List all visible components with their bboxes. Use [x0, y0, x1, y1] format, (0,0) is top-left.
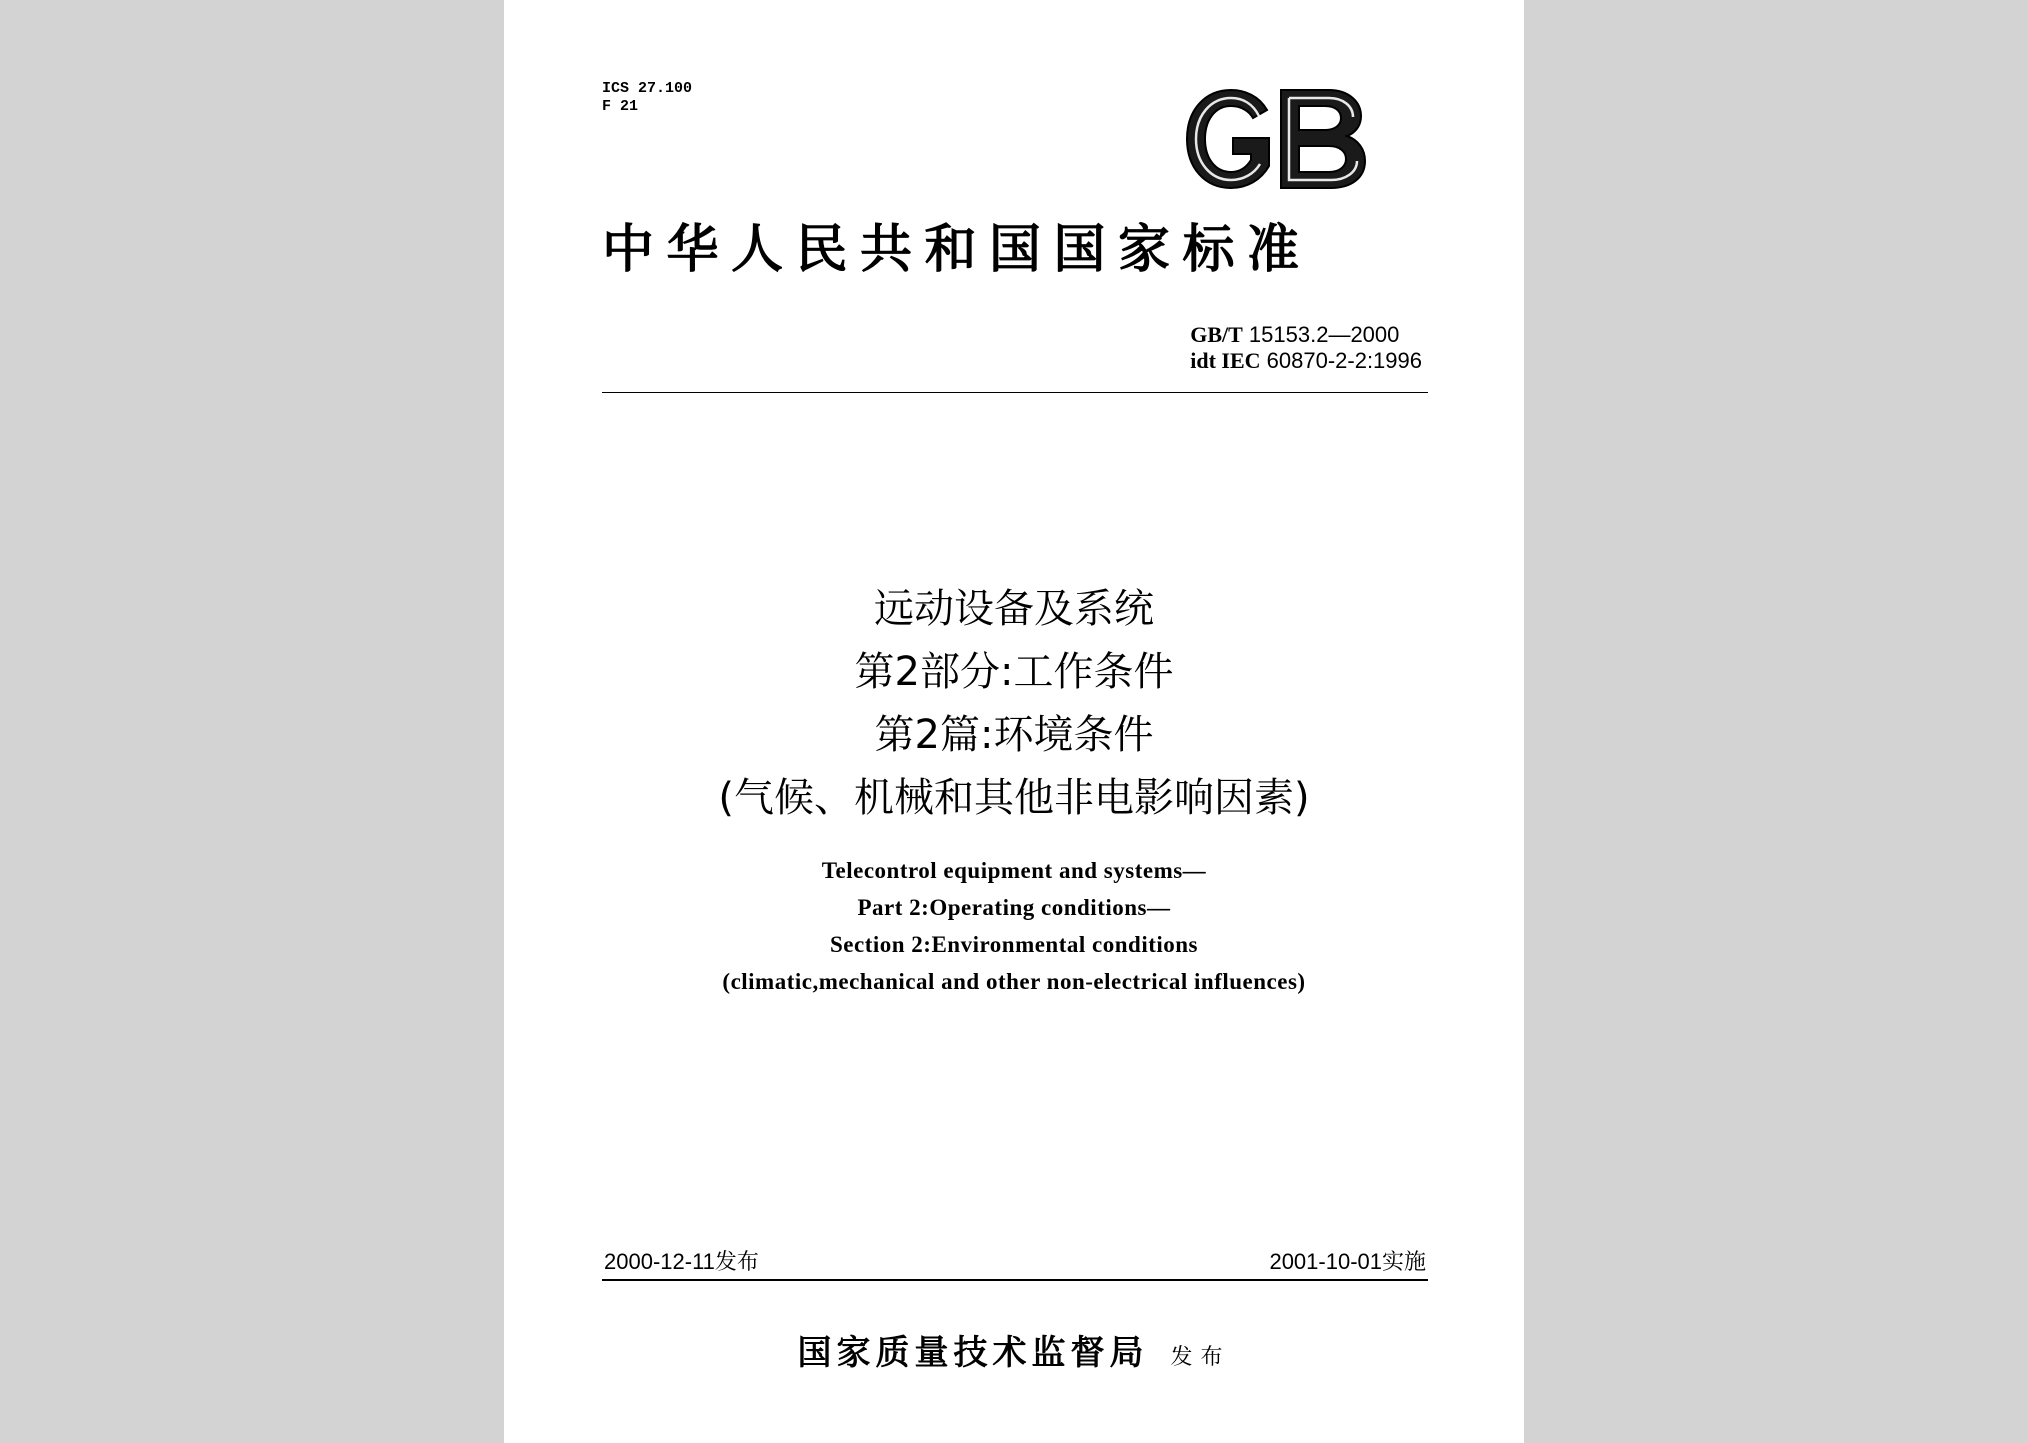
classification-codes [602, 80, 692, 116]
standard-number-prefix: GB/T [1190, 322, 1243, 347]
national-standard-title: 中华人民共和国国家标准 [602, 219, 1312, 280]
gb-logo [1183, 86, 1369, 192]
english-title-line: (climatic,mechanical and other non-electrical influences) [722, 969, 1306, 994]
issuer-name: 国家质量技术监督局 [797, 1333, 1149, 1373]
chinese-title-line: (气候、机械和其他非电影响因素) [718, 775, 1310, 821]
ccs-code: F 21 [602, 98, 639, 115]
issuer-tag: 发布 [1170, 1345, 1231, 1370]
chinese-title [504, 578, 1524, 830]
chinese-title-line: 第2部分:工作条件 [854, 649, 1174, 695]
idt-value: 60870-2-2:1996 [1266, 348, 1422, 373]
chinese-title-line: 远动设备及系统 [874, 586, 1154, 632]
header-divider [602, 392, 1428, 393]
english-title-line: Section 2:Environmental conditions [830, 932, 1198, 957]
ics-code: ICS 27.100 [602, 80, 693, 97]
english-title-line: Telecontrol equipment and systems— [821, 858, 1207, 883]
standard-number-block [1190, 322, 1422, 374]
standard-number-value: 15153.2—2000 [1248, 322, 1400, 347]
issuer-block [504, 1325, 1524, 1374]
issue-date: 2000-12-11发布 [604, 1249, 759, 1274]
idt-prefix: idt IEC [1190, 348, 1261, 373]
date-row [602, 1247, 1428, 1277]
chinese-title-line: 第2篇:环境条件 [874, 712, 1154, 758]
footer-divider [602, 1279, 1428, 1281]
english-title-line: Part 2:Operating conditions— [857, 895, 1171, 920]
implementation-date: 2001-10-01实施 [1269, 1249, 1426, 1274]
idt-reference [1190, 348, 1422, 374]
english-title [504, 852, 1524, 1000]
standard-number [1190, 322, 1422, 348]
